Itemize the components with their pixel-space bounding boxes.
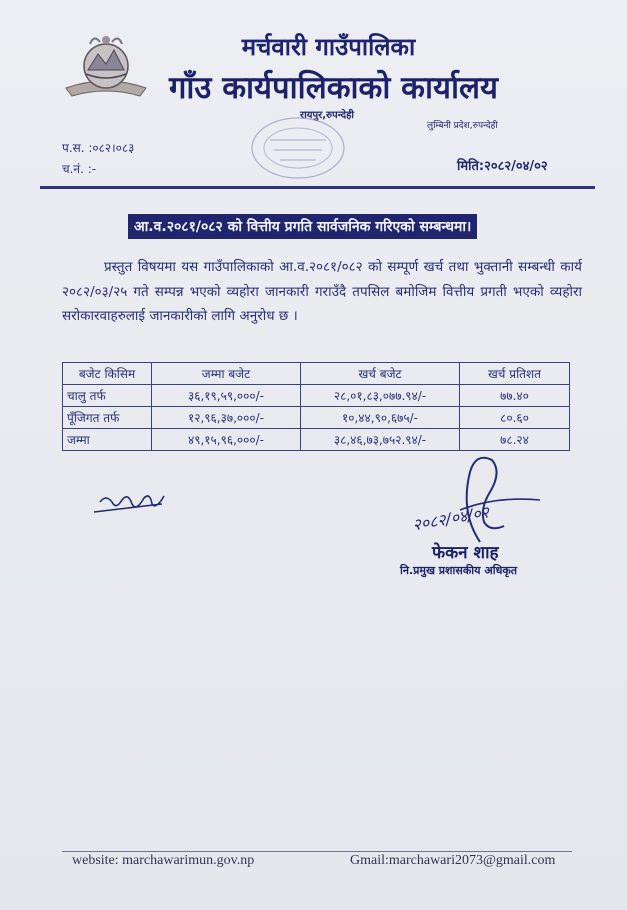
footer-divider [62, 851, 572, 852]
column-header: बजेट किसिम [63, 363, 152, 385]
dispatch-number: च.नं. :- [62, 162, 97, 176]
signature-date: २०८२/०४/०२ [411, 502, 491, 535]
table-cell: ४९,१५,९६,०००/- [152, 429, 301, 451]
table-cell: ७७.४० [460, 385, 570, 407]
office-address: रायपुर,रुपन्देही [300, 110, 355, 121]
body-paragraph: प्रस्तुत विषयमा यस गाउँपालिकाको आ.व.२०८१/०८२ को सम्पूर्ण खर्च तथा भुक्तानी सम्बन्धी कार्य २०८२/०३/२५ गते सम्पन्न भएको व्यहोरा जानकारी गराउँदै तपसिल बमोजिम वित्तीय प्रगती भएको व्यहोरा सरोकारवाहरुलाई जानकारीको लागि अनुरोध छ । [62, 259, 582, 324]
column-header: खर्च बजेट [301, 363, 460, 385]
table-row [63, 385, 570, 407]
footer-website: website: marchawarimun.gov.np [72, 853, 255, 868]
header-divider [40, 186, 595, 189]
column-header: खर्च प्रतिशत [460, 363, 570, 385]
table-cell: ३६,१९,५९,०००/- [152, 385, 301, 407]
province-address: लुम्बिनी प्रदेश,रुपन्देही [427, 121, 498, 131]
budget-table [62, 362, 570, 451]
table-cell: ८०.६० [460, 407, 570, 429]
footer-email: Gmail:marchawari2073@gmail.com [350, 853, 556, 868]
table-cell: ७८.२४ [460, 429, 570, 451]
initials-signature-icon [92, 490, 172, 520]
letter-date: मिति:२०८२/०४/०२ [457, 159, 548, 174]
office-seal-stamp-icon [240, 110, 350, 182]
table-row [63, 407, 570, 429]
table-cell: १२,९६,३७,०००/- [152, 407, 301, 429]
table-cell: १०,४४,९०,६७५/- [301, 407, 460, 429]
table-cell: ३८,४६,७३,७५२.९४/- [301, 429, 460, 451]
table-cell: २८,०१,८३,०७७.९४/- [301, 385, 460, 407]
municipality-name: मर्चवारी गाउँपालिका [241, 33, 416, 61]
table-cell: पूँजिगत तर्फ [63, 407, 152, 429]
subject-line: आ.व.२०८१/०८२ को वित्तीय प्रगति सार्वजनिक गरिएको सम्बन्धमा। [128, 214, 477, 239]
reference-number: प.स. :०८२।०८३ [62, 141, 135, 155]
officer-name: फेकन शाह [432, 543, 499, 563]
column-header: जम्मा बजेट [152, 363, 301, 385]
table-row [63, 429, 570, 451]
table-cell: जम्मा [63, 429, 152, 451]
office-name: गाँउ कार्यपालिकाको कार्यालय [168, 70, 499, 106]
table-header-row [63, 363, 570, 385]
officer-title: नि.प्रमुख प्रशासकीय अधिकृत [400, 564, 518, 577]
table-cell: चालु तर्फ [63, 385, 152, 407]
